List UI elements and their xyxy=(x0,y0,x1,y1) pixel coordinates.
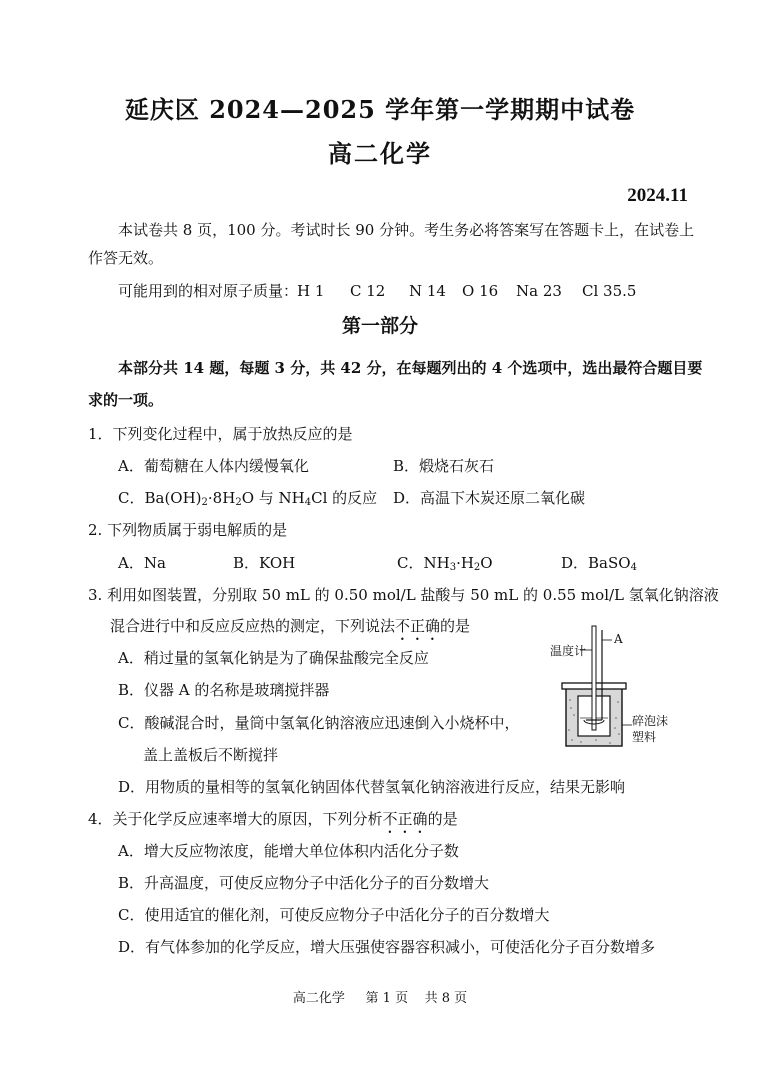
part-instruction-2: 求的一项。 xyxy=(88,391,164,409)
q3-stem-1: 3. 利用如图装置，分别取 50 mL 的 0.50 mol/L 盐酸与 50 mL 的 0.55 mol/L 氢氧化钠溶液 xyxy=(88,586,719,604)
footer-total: 共 8 页 xyxy=(424,991,468,1006)
q4-option-c: C．使用适宜的催化剂，可使反应物分子中活化分子的百分数增大 xyxy=(118,906,550,924)
atomic-mass-h: H 1 xyxy=(297,282,325,300)
q3-stem-2: 混合进行中和反应反应热的测定，下列说法不正确的是 xyxy=(110,617,471,635)
q1-option-b: B．煅烧石灰石 xyxy=(393,457,495,475)
intro-line-1: 本试卷共 8 页，100 分。考试时长 90 分钟。考生务必将答案写在答题卡上，在试卷上 xyxy=(118,221,695,239)
emphasis-text: 不正确 xyxy=(382,810,428,828)
intro-line-2: 作答无效。 xyxy=(88,249,164,267)
emphasis-text: 不正确 xyxy=(395,617,441,635)
calorimeter-diagram xyxy=(536,620,669,755)
q4-option-a: A．增大反应物浓度，能增大单位体积内活化分子数 xyxy=(118,842,459,860)
q1-stem: 1．下列变化过程中，属于放热反应的是 xyxy=(88,425,353,443)
thermometer-label: 温度计 xyxy=(550,644,587,658)
q2-option-c: C．$NH_3\cdot H_2O$ xyxy=(397,554,493,573)
q1-option-c: C．$Ba(OH)_2\cdot 8H_2O$ 与 $NH_4Cl$ 的反应 xyxy=(118,489,378,508)
q1-option-d: D．高温下木炭还原二氧化碳 xyxy=(393,489,586,507)
footer-page: 第 1 页 xyxy=(365,991,409,1006)
q2-option-d: D．BaSO$_4$ xyxy=(561,554,637,573)
exam-date: 2024.11 xyxy=(627,185,688,206)
q3-option-b: B．仪器 A 的名称是玻璃搅拌器 xyxy=(118,681,330,699)
q4-option-d: D．有气体参加的化学反应，增大压强使容器容积减小，可使活化分子百分数增多 xyxy=(118,938,656,956)
q1-option-a: A．葡萄糖在人体内缓慢氧化 xyxy=(118,457,309,475)
q2-option-a: A．Na xyxy=(118,554,166,572)
part-heading: 第一部分 xyxy=(341,315,418,337)
q3-option-c-1: C．酸碱混合时，量筒中氢氧化钠溶液应迅速倒入小烧杯中， xyxy=(118,714,520,732)
atomic-mass-c: C 12 xyxy=(350,282,386,300)
atomic-mass-o: O 16 xyxy=(462,282,499,300)
q3-option-d: D．用物质的量相等的氢氧化钠固体代替氢氧化钠溶液进行反应，结果无影响 xyxy=(118,778,626,796)
atomic-mass-na: Na 23 xyxy=(516,282,562,300)
q2-option-b: B．KOH xyxy=(233,554,296,572)
atomic-mass-cl: Cl 35.5 xyxy=(582,282,637,300)
q3-option-c-2: 盖上盖板后不断搅拌 xyxy=(143,746,279,764)
q3-option-a: A．稍过量的氢氧化钠是为了确保盐酸完全反应 xyxy=(118,649,429,667)
page-footer xyxy=(0,987,760,1006)
atomic-mass-n: N 14 xyxy=(409,282,446,300)
atomic-mass-label: 可能用到的相对原子质量： xyxy=(118,282,299,300)
footer-subject: 高二化学 xyxy=(292,991,345,1006)
exam-title: 延庆区 2024—2025 学年第一学期期中试卷 xyxy=(124,95,636,124)
foam-label-2: 塑料 xyxy=(632,730,657,744)
q4-option-b: B．升高温度，可使反应物分子中活化分子的百分数增大 xyxy=(118,874,490,892)
exam-subject: 高二化学 xyxy=(328,139,432,168)
q4-stem: 4．关于化学反应速率增大的原因，下列分析不正确的是 xyxy=(88,810,458,828)
part-instruction-1: 本部分共 14 题，每题 3 分，共 42 分，在每题列出的 4 个选项中，选出最符合题目要 xyxy=(118,359,703,377)
q2-stem: 2. 下列物质属于弱电解质的是 xyxy=(88,521,288,539)
stirrer-label: A xyxy=(614,632,623,646)
foam-label-1: 碎泡沫 xyxy=(632,714,669,728)
